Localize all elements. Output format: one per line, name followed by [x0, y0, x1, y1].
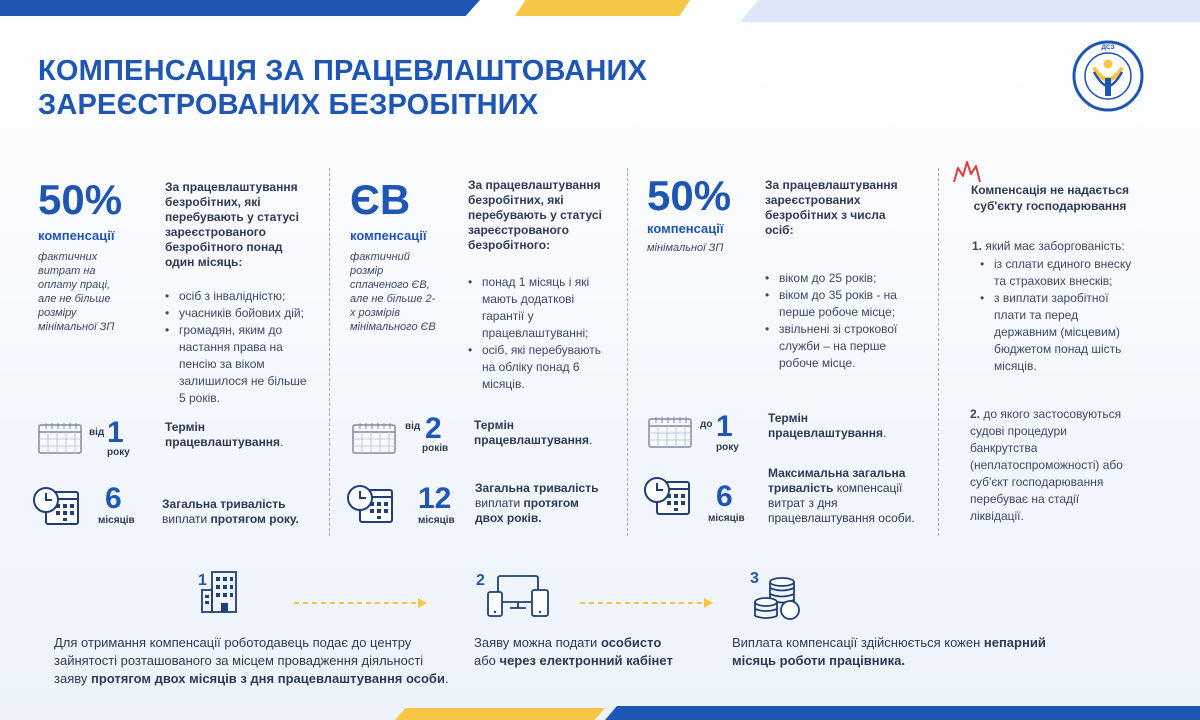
top-yellow-bar: [515, 0, 690, 16]
col3-percent-label: компенсації: [647, 221, 724, 236]
col1-percent-desc: фактичних витрат на оплату праці, але не більше розміру мінімальної ЗП: [38, 251, 115, 333]
list-item: • з виплати заробітної плати та перед державним (місцевим) бюджетом понад шість місяців.: [980, 290, 1170, 375]
col3-duration-number: 6: [716, 480, 733, 513]
col3-term-text: Термін працевлаштування.: [768, 411, 887, 440]
col1-list: [165, 288, 325, 407]
clock-calendar-icon: [643, 474, 693, 518]
warning-spark-icon: [952, 160, 982, 184]
bottom-blue-bar: [605, 706, 1200, 720]
col4-point-1-list: [980, 256, 1170, 375]
list-item: • осіб з інвалідністю;: [165, 288, 325, 305]
col1-term-prefix: від: [89, 427, 105, 438]
col3-duration-text: Максимальна загальна тривалість компенсації витрат з дня працевлаштування особи.: [768, 466, 915, 525]
title-line-2: ЗАРЕЄСТРОВАНИХ БЕЗРОБІТНИХ: [38, 89, 539, 121]
column-separator-3: [938, 168, 939, 536]
list-item: • понад 1 місяць і які мають додаткові гарантії у працевлаштуванні;: [468, 274, 623, 342]
title-line-1: КОМПЕНСАЦІЯ ЗА ПРАЦЕВЛАШТОВАНИХ: [38, 55, 648, 87]
list-item: • громадян, яким до настання права на пенсію за віком залишилося не більше 5 років.: [165, 322, 325, 407]
col1-duration-unit: місяців: [98, 515, 135, 526]
col1-term-number: 1: [107, 416, 124, 449]
col2-term-unit: років: [422, 443, 449, 454]
col2-duration-text: Загальна тривалість виплати протягом двох років.: [475, 481, 599, 525]
col1-heading: За працевлаштування безробітних, які перебувають у статусі зареєстрованого безробітного понад один місяць:: [165, 180, 299, 269]
bottom-yellow-bar: [395, 708, 605, 720]
col1-duration-number: 6: [105, 482, 122, 515]
list-item: • осіб, які перебувають на обліку понад 6 місяців.: [468, 342, 623, 393]
step-2-number: 2: [476, 572, 485, 589]
col2-heading: За працевлаштування безробітних, які перебувають у статусі зареєстрованого безробітного:: [468, 178, 602, 252]
step-arrow-1: [294, 598, 428, 608]
col4-point-2: 2. до якого застосовуються судові процедури банкрутства (неплатоспроможності) або суб'єкт господарювання перебуває на стадії ліквідації.: [970, 407, 1123, 523]
coins-icon: [752, 572, 802, 622]
col2-term-number: 2: [425, 412, 442, 445]
top-blue-bar: [0, 0, 480, 16]
top-blue-bar-right: [740, 0, 1200, 22]
col3-list: [765, 270, 930, 372]
employment-service-logo: [1072, 40, 1144, 112]
col1-percent-label: компенсації: [38, 228, 115, 243]
list-item: • із сплати єдиного внеску та страхових внесків;: [980, 256, 1170, 290]
devices-icon: [486, 572, 550, 618]
step-1-number: 1: [198, 572, 207, 589]
col2-duration-unit: місяців: [418, 515, 455, 526]
col1-term-unit: року: [107, 447, 130, 458]
step-3-text: Виплата компенсації здійснюється кожен непарний місяць роботи працівника.: [732, 635, 1046, 668]
col2-list: [468, 274, 623, 393]
step-2-text: Заяву можна подати особисто або через електронний кабінет: [474, 635, 673, 668]
calendar-icon: [646, 414, 694, 450]
col1-percent: 50%: [38, 176, 123, 223]
col3-term-unit: року: [716, 442, 739, 453]
clock-calendar-icon: [346, 482, 396, 526]
step-1-text: Для отримання компенсації роботодавець подає до центру зайнятості розташованого за місцем провадження діяльності заяву протягом двох місяців з дня працевлаштування особи.: [54, 635, 449, 686]
col1-duration-text: Загальна тривалість виплати протягом року.: [162, 497, 299, 526]
svg-text:ДСЗ: ДСЗ: [1101, 44, 1115, 51]
calendar-icon: [36, 420, 84, 456]
list-item: • звільнені зі строкової служби – на перше робоче місце.: [765, 321, 930, 372]
clock-calendar-icon: [32, 484, 82, 528]
col3-heading: За працевлаштування зареєстрованих безробітних з числа осіб:: [765, 178, 898, 237]
column-separator-2: [627, 168, 628, 536]
list-item: • віком до 35 років - на перше робоче місце;: [765, 287, 930, 321]
building-icon: [198, 568, 242, 614]
col3-term-number: 1: [716, 410, 733, 443]
col3-term-prefix: до: [700, 419, 713, 430]
column-separator-1: [329, 168, 330, 536]
col4-point-1: 1. який має заборгованість:: [972, 239, 1125, 253]
step-arrow-2: [580, 598, 714, 608]
list-item: • учасників бойових дій;: [165, 305, 325, 322]
calendar-icon: [350, 420, 398, 456]
page-title: [38, 54, 678, 122]
list-item: • віком до 25 років;: [765, 270, 930, 287]
col2-duration-number: 12: [418, 482, 452, 515]
col4-heading: Компенсація не надається суб'єкту господарювання: [970, 183, 1130, 213]
col3-duration-unit: місяців: [708, 513, 745, 524]
col3-percent-desc: мінімальної ЗП: [647, 242, 724, 254]
col2-percent-desc: фактичний розмір сплаченого ЄВ, але не більше 2- х розмірів мінімального ЄВ: [350, 251, 436, 333]
col2-percent-label: компенсації: [350, 228, 427, 243]
step-3-number: 3: [750, 570, 759, 587]
col2-term-prefix: від: [405, 421, 421, 432]
col2-term-text: Термін працевлаштування.: [474, 418, 593, 447]
col2-percent: ЄВ: [350, 176, 411, 223]
col3-percent: 50%: [647, 172, 732, 219]
col1-term-text: Термін працевлаштування.: [165, 420, 284, 449]
